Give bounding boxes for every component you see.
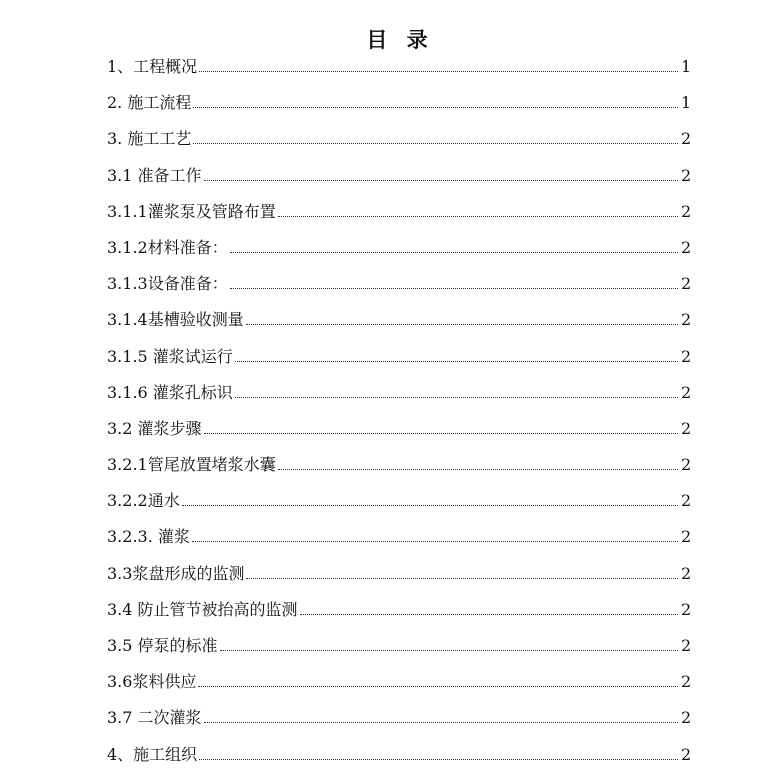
toc-entry-label: 3.2.1管尾放置堵浆水囊 (107, 455, 276, 475)
toc-entry-label: 3.2.3. 灌浆 (107, 527, 190, 547)
toc-entry[interactable] (107, 346, 691, 382)
toc-entry-page-number: 1 (681, 57, 692, 76)
toc-entry-page-number: 2 (681, 129, 692, 149)
dot-leader (278, 216, 678, 217)
toc-entry-label: 3.1.1灌浆泵及管路布置 (107, 201, 276, 221)
dot-leader (193, 143, 678, 144)
dot-leader (204, 722, 678, 723)
toc-entry[interactable] (107, 671, 691, 707)
toc-entry[interactable] (107, 526, 691, 562)
dot-leader (199, 759, 678, 760)
toc-entry-label: 3.2.2通水 (107, 491, 180, 511)
toc-entry[interactable] (107, 744, 691, 780)
dot-leader (246, 578, 678, 579)
dot-leader (198, 686, 678, 687)
toc-title: 目 录 (366, 28, 434, 52)
toc-entry-page-number: 2 (681, 274, 692, 294)
toc-entry[interactable] (107, 165, 691, 201)
toc-entry[interactable] (107, 273, 691, 309)
dot-leader (235, 361, 678, 362)
toc-entry-page-number: 2 (681, 672, 692, 692)
toc-entry-page-number: 2 (681, 491, 692, 511)
toc-entry[interactable] (107, 382, 691, 418)
toc-entry-label: 3.5 停泵的标准 (107, 636, 218, 655)
toc-entry-page-number: 2 (681, 455, 692, 475)
toc-entry-label: 3.6浆料供应 (107, 672, 197, 692)
toc-entry-label: 3.1.5 灌浆试运行 (107, 346, 233, 366)
toc-entry[interactable] (107, 599, 691, 635)
toc-entry-label: 3.1.2材料准备： (107, 237, 228, 257)
toc-entry-page-number: 2 (681, 382, 692, 402)
dot-leader (300, 614, 678, 615)
dot-leader (278, 469, 678, 470)
toc-entry[interactable] (107, 490, 691, 526)
toc-entry-page-number: 2 (681, 346, 692, 366)
toc-entry[interactable] (107, 418, 691, 454)
toc-entry-page-number: 2 (681, 744, 692, 764)
toc-entry-page-number: 2 (681, 237, 692, 257)
toc-entry[interactable] (107, 454, 691, 490)
dot-leader (192, 541, 678, 542)
toc-entry[interactable] (107, 128, 691, 164)
toc-entry-page-number: 2 (681, 165, 692, 185)
dot-leader (220, 650, 678, 651)
toc-entry-label: 1、工程概况 (107, 57, 198, 76)
toc-entry-label: 3.1.4基槽验收测量 (107, 310, 244, 330)
dot-leader (193, 107, 678, 108)
toc-entry-page-number: 2 (681, 708, 692, 728)
toc-entry-label: 2. 施工流程 (107, 93, 192, 113)
toc-list (107, 56, 691, 780)
toc-entry[interactable] (107, 309, 691, 345)
toc-entry-page-number: 2 (681, 310, 692, 330)
toc-entry-label: 3.1 准备工作 (107, 165, 202, 185)
toc-entry[interactable] (107, 56, 691, 92)
dot-leader (230, 252, 678, 253)
dot-leader (246, 324, 678, 325)
toc-entry-page-number: 2 (681, 636, 692, 655)
dot-leader (230, 288, 678, 289)
toc-entry-page-number: 2 (681, 563, 692, 583)
toc-entry-page-number: 2 (681, 527, 692, 547)
toc-entry[interactable] (107, 201, 691, 237)
toc-entry-label: 3.1.6 灌浆孔标识 (107, 382, 233, 402)
dot-leader (204, 180, 678, 181)
dot-leader (204, 433, 678, 434)
toc-entry-page-number: 2 (681, 599, 692, 619)
toc-entry[interactable] (107, 92, 691, 128)
toc-entry-label: 3.4 防止管节被抬高的监测 (107, 599, 298, 619)
toc-entry-label: 3. 施工工艺 (107, 129, 192, 149)
toc-entry[interactable] (107, 237, 691, 273)
toc-entry[interactable] (107, 707, 691, 743)
toc-entry-page-number: 2 (681, 418, 692, 438)
toc-entry-label: 3.7 二次灌浆 (107, 708, 202, 728)
toc-entry-page-number: 2 (681, 201, 692, 221)
dot-leader (199, 71, 678, 72)
dot-leader (182, 505, 678, 506)
toc-entry-label: 3.1.3设备准备： (107, 274, 228, 294)
dot-leader (235, 397, 678, 398)
toc-entry-label: 3.2 灌浆步骤 (107, 418, 202, 438)
toc-entry-label: 4、施工组织 (107, 744, 198, 764)
toc-entry[interactable] (107, 563, 691, 599)
toc-entry-page-number: 1 (681, 93, 692, 113)
toc-entry-label: 3.3浆盘形成的监测 (107, 563, 245, 583)
toc-entry[interactable] (107, 635, 691, 671)
